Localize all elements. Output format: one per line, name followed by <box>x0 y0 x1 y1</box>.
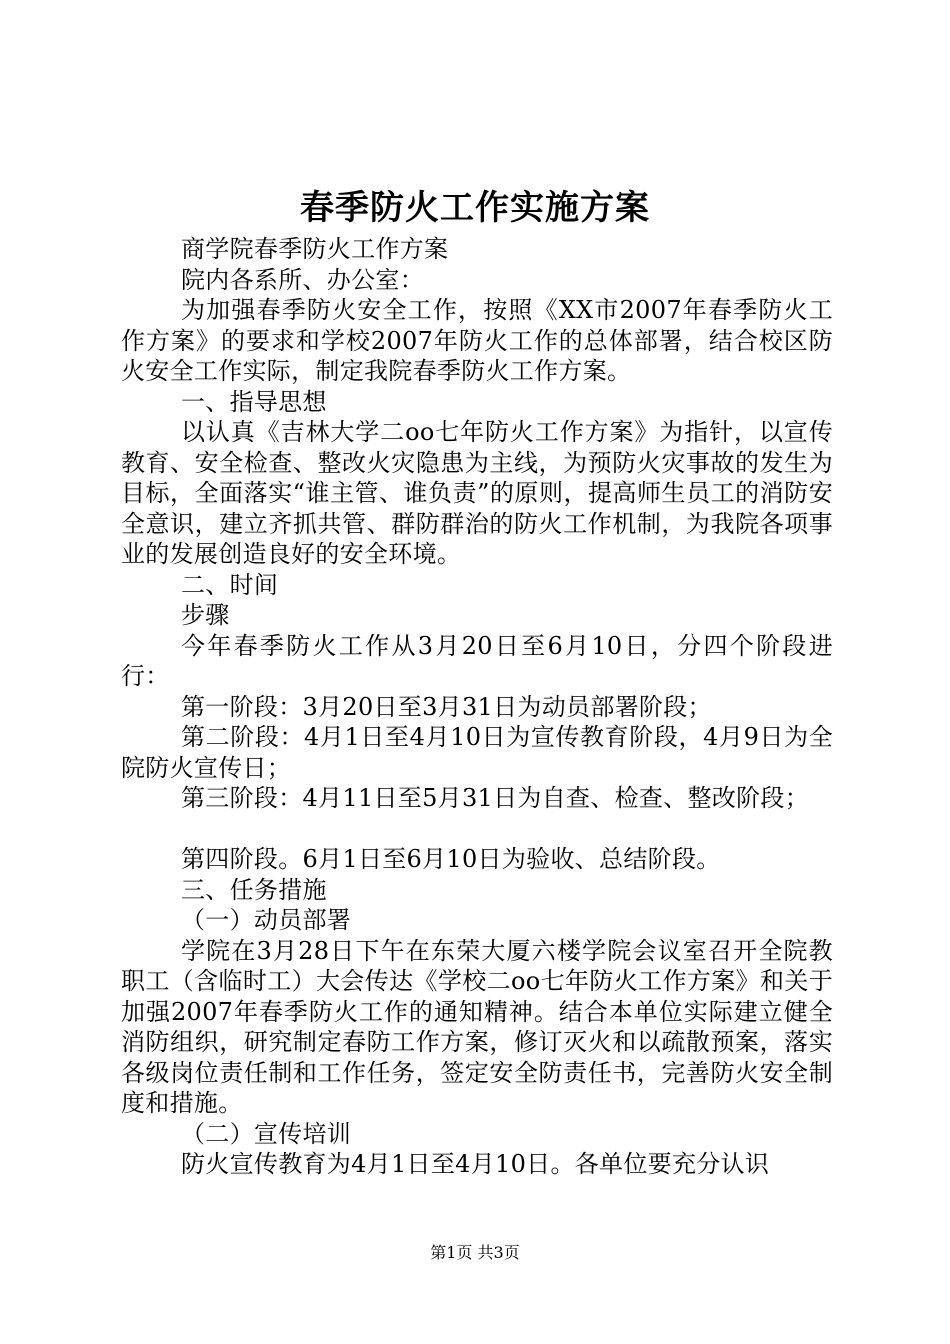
paragraph-phase-three: 第三阶段：4月11日至5月31日为自查、检查、整改阶段； <box>181 784 810 812</box>
document-body <box>121 234 833 1180</box>
paragraph-phase-one: 第一阶段：3月20日至3月31日为动员部署阶段； <box>181 692 712 721</box>
heading-time: 二、时间 <box>181 570 279 599</box>
heading-steps: 步骤 <box>181 601 230 629</box>
paragraph-schedule: 今年春季防火工作从3月20日至6月10日，分四个阶段进行： <box>121 631 833 690</box>
page-number-footer: 第1页 共3页 <box>430 1243 520 1262</box>
heading-mobilization: （一）动员部署 <box>181 906 352 934</box>
paragraph-phase-two: 第二阶段：4月1日至4月10日为宣传教育阶段，4月9日为全院防火宣传日； <box>121 723 833 782</box>
heading-guiding-ideology: 一、指导思想 <box>181 387 327 416</box>
paragraph-school-plan-title: 商学院春季防火工作方案 <box>181 235 449 263</box>
paragraph-recipients: 院内各系所、办公室： <box>181 265 424 294</box>
paragraph-guiding-ideology: 以认真《吉林大学二oo七年防火工作方案》为指针，以宣传教育、安全检查、整改火灾隐患为主线，为预防火灾事故的发生为目标，全面落实“谁主管、谁负责”的原则，提高师生员工的消防安全意识，建立齐抓共管、群防群治的防火工作机制，为我院各项事业的发展创造良好的安全环境。 <box>121 418 833 568</box>
paragraph-phase-four: 第四阶段。6月1日至6月10日为验收、总结阶段。 <box>181 845 721 873</box>
heading-task-measures: 三、任务措施 <box>181 875 327 904</box>
paragraph-mobilization: 学院在3月28日下午在东荣大厦六楼学院会议室召开全院教职工（含临时工）大会传达《学校二oo七年防火工作方案》和关于加强2007年春季防火工作的通知精神。结合本单位实际建立健全消防组织，研究制定春防工作方案，修订灭火和以疏散预案，落实各级岗位责任制和工作任务，签定安全防责任书，完善防火安全制度和措施。 <box>121 936 833 1117</box>
document-title: 春季防火工作实施方案 <box>300 188 650 228</box>
heading-publicity-training: （二）宣传培训 <box>181 1119 352 1148</box>
paragraph-introduction: 为加强春季防火安全工作，按照《XX市2007年春季防火工作方案》的要求和学校2007年防火工作的总体部署，结合校区防火安全工作实际，制定我院春季防火工作方案。 <box>121 296 833 385</box>
paragraph-publicity-training: 防火宣传教育为4月1日至4月10日。各单位要充分认识 <box>181 1150 770 1178</box>
